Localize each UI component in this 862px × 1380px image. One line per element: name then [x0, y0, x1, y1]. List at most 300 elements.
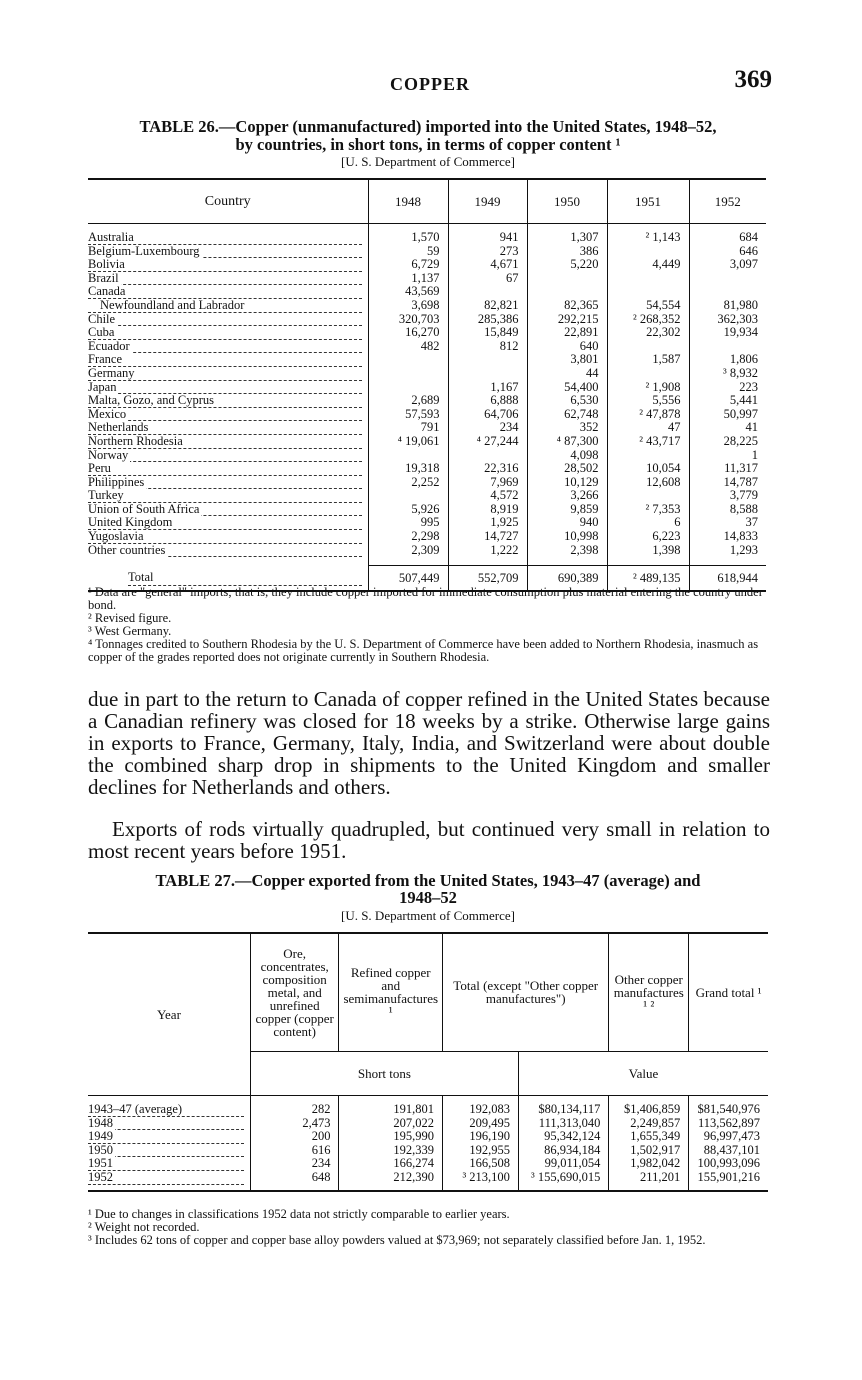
- value-cell: 6,530: [527, 394, 607, 408]
- value-cell: 4,098: [527, 449, 607, 463]
- country-name: Union of South Africa: [88, 502, 200, 516]
- value-cell: 192,083: [443, 1103, 519, 1117]
- table-row: [88, 299, 766, 313]
- value-cell: 812: [448, 340, 527, 354]
- country-name: Japan: [88, 380, 117, 394]
- country-name: Newfoundland and Labrador: [100, 298, 245, 312]
- country-leader: [88, 313, 362, 327]
- value-cell: [607, 285, 689, 299]
- body-paragraph-1: due in part to the return to Canada of copper refined in the United States because a Canadian refinery was closed for 18 weeks by a strike. Otherwise large gains in exports to France, Germany, Italy, India, and Switzerland were about double the combined sharp drop in shipments to the United Kingdom and smaller declines for Netherlands and others.: [88, 687, 770, 799]
- country-cell: [88, 516, 368, 530]
- country-cell: [88, 544, 368, 558]
- country-name: Cuba: [88, 326, 115, 340]
- value-cell: 1,655,349: [609, 1130, 689, 1144]
- value-cell: 940: [527, 516, 607, 530]
- table26-title-line1: TABLE 26.—Copper (unmanufactured) imported into the United States, 1948–52,: [139, 117, 717, 136]
- value-cell: 59: [368, 245, 448, 259]
- country-name: Norway: [88, 448, 129, 462]
- total-value-cell: 690,389: [527, 565, 607, 591]
- table27-title-line1: TABLE 27.—Copper exported from the United States, 1943–47 (average) and: [155, 871, 701, 890]
- table-row: [88, 258, 766, 272]
- value-cell: 684: [689, 231, 766, 245]
- value-cell: 191,801: [339, 1103, 443, 1117]
- table-row: [88, 1144, 768, 1158]
- country-name: Philippines: [88, 475, 145, 489]
- value-cell: 100,993,096: [689, 1157, 768, 1171]
- value-cell: 67: [448, 272, 527, 286]
- value-cell: ² 268,352: [607, 313, 689, 327]
- year-leader: [88, 1117, 244, 1131]
- table-row: [88, 421, 766, 435]
- unit-short-tons: Short tons: [250, 1051, 518, 1095]
- value-cell: 5,220: [527, 258, 607, 272]
- value-cell: 640: [527, 340, 607, 354]
- value-cell: 2,309: [368, 544, 448, 558]
- country-cell: [88, 245, 368, 259]
- value-cell: 3,801: [527, 353, 607, 367]
- country-name: Germany: [88, 366, 135, 380]
- country-leader: [88, 476, 362, 490]
- table26-title-line2: by countries, in short tons, in terms of copper content ¹: [235, 135, 621, 154]
- country-cell: [88, 394, 368, 408]
- total-value-cell: 507,449: [368, 565, 448, 591]
- col-header-country: Country: [204, 193, 251, 209]
- value-cell: ² 1,143: [607, 231, 689, 245]
- value-cell: 2,689: [368, 394, 448, 408]
- value-cell: 207,022: [339, 1117, 443, 1131]
- value-cell: 166,274: [339, 1157, 443, 1171]
- value-cell: 28,502: [527, 462, 607, 476]
- total-value-cell: ² 489,135: [607, 565, 689, 591]
- value-cell: 5,926: [368, 503, 448, 517]
- total-leader: [128, 570, 362, 586]
- table-row: [88, 231, 766, 245]
- table-row: [88, 326, 766, 340]
- value-cell: 2,398: [527, 544, 607, 558]
- year-leader: [88, 1171, 244, 1185]
- running-title: COPPER: [390, 74, 470, 94]
- footnote: ² Weight not recorded.: [88, 1220, 200, 1234]
- year-leader: [88, 1103, 244, 1117]
- value-cell: 3,097: [689, 258, 766, 272]
- value-cell: 386: [527, 245, 607, 259]
- value-cell: $80,134,117: [518, 1103, 608, 1117]
- year-label: 1952: [88, 1170, 113, 1184]
- country-cell: [88, 489, 368, 503]
- footnote: ³ West Germany.: [88, 624, 172, 638]
- country-leader: [88, 299, 362, 313]
- table26-spacer-row: [88, 557, 766, 565]
- value-cell: ² 1,908: [607, 381, 689, 395]
- table-row: [88, 462, 766, 476]
- value-cell: [368, 353, 448, 367]
- table-row: [88, 367, 766, 381]
- country-leader: [88, 272, 362, 286]
- value-cell: 223: [689, 381, 766, 395]
- col-header-grand-total: Grand total ¹: [689, 933, 768, 1051]
- country-leader: [88, 530, 362, 544]
- footnote: ³ Includes 62 tons of copper and copper base alloy powders valued at $73,969; not separately classified before Jan. 1, 1952.: [88, 1233, 706, 1247]
- value-cell: ² 47,878: [607, 408, 689, 422]
- value-cell: 1,570: [368, 231, 448, 245]
- country-leader: [88, 245, 362, 259]
- value-cell: 19,934: [689, 326, 766, 340]
- col-header-year: Year: [156, 1006, 181, 1022]
- table-row: [88, 381, 766, 395]
- value-cell: 273: [448, 245, 527, 259]
- value-cell: 234: [250, 1157, 339, 1171]
- value-cell: 15,849: [448, 326, 527, 340]
- country-leader: [88, 435, 362, 449]
- value-cell: 86,934,184: [518, 1144, 608, 1158]
- value-cell: 646: [689, 245, 766, 259]
- value-cell: 234: [448, 421, 527, 435]
- year-cell: [88, 1157, 250, 1171]
- value-cell: 19,318: [368, 462, 448, 476]
- country-cell: [88, 421, 368, 435]
- value-cell: 195,990: [339, 1130, 443, 1144]
- value-cell: 6,888: [448, 394, 527, 408]
- table27-footnotes: [88, 1208, 770, 1247]
- table-row: [88, 1157, 768, 1171]
- country-name: Netherlands: [88, 421, 149, 435]
- value-cell: 47: [607, 421, 689, 435]
- table-row: [88, 435, 766, 449]
- value-cell: 8,919: [448, 503, 527, 517]
- country-leader: [88, 353, 362, 367]
- year-cell: [88, 1130, 250, 1144]
- value-cell: 96,997,473: [689, 1130, 768, 1144]
- col-header-refined: Refined copper and semimanufactures ¹: [339, 933, 443, 1051]
- value-cell: 1,398: [607, 544, 689, 558]
- value-cell: 12,608: [607, 476, 689, 490]
- table-row: [88, 340, 766, 354]
- country-name: Northern Rhodesia: [88, 434, 183, 448]
- country-cell: [88, 530, 368, 544]
- value-cell: [607, 449, 689, 463]
- value-cell: [607, 245, 689, 259]
- table27-body: [88, 933, 768, 1191]
- value-cell: 50,997: [689, 408, 766, 422]
- country-name: Australia: [88, 231, 134, 244]
- country-cell: [88, 408, 368, 422]
- value-cell: 200: [250, 1130, 339, 1144]
- table-row: [88, 449, 766, 463]
- year-label: 1951: [88, 1157, 113, 1171]
- table26: [88, 178, 766, 592]
- value-cell: 82,365: [527, 299, 607, 313]
- value-cell: 192,339: [339, 1144, 443, 1158]
- country-cell: [88, 231, 368, 245]
- value-cell: 1,502,917: [609, 1144, 689, 1158]
- table-row: [88, 516, 766, 530]
- value-cell: 1,307: [527, 231, 607, 245]
- value-cell: 10,129: [527, 476, 607, 490]
- value-cell: 1,587: [607, 353, 689, 367]
- value-cell: 3,779: [689, 489, 766, 503]
- year-label: 1950: [88, 1143, 113, 1157]
- table-row: [88, 285, 766, 299]
- value-cell: [448, 353, 527, 367]
- country-name: Other countries: [88, 543, 166, 557]
- value-cell: 54,400: [527, 381, 607, 395]
- value-cell: 196,190: [443, 1130, 519, 1144]
- country-leader: [88, 326, 362, 340]
- country-name: Peru: [88, 462, 111, 476]
- value-cell: 64,706: [448, 408, 527, 422]
- value-cell: [448, 285, 527, 299]
- country-cell: [88, 367, 368, 381]
- year-label: 1943–47 (average): [88, 1103, 183, 1116]
- table27-spacer-row: [88, 1185, 768, 1191]
- value-cell: 2,298: [368, 530, 448, 544]
- value-cell: 11,317: [689, 462, 766, 476]
- value-cell: 1,806: [689, 353, 766, 367]
- total-value-cell: 552,709: [448, 565, 527, 591]
- year-label: 1949: [88, 1130, 113, 1144]
- country-cell: [88, 476, 368, 490]
- table-row: [88, 544, 766, 558]
- country-leader: [88, 258, 362, 272]
- country-name: Yugoslavia: [88, 530, 144, 544]
- value-cell: 2,249,857: [609, 1117, 689, 1131]
- col-header-1950: 1950: [527, 179, 607, 223]
- value-cell: 7,969: [448, 476, 527, 490]
- value-cell: 9,859: [527, 503, 607, 517]
- table-row: [88, 1103, 768, 1117]
- value-cell: [607, 272, 689, 286]
- col-header-1949: 1949: [448, 179, 527, 223]
- table-row: [88, 313, 766, 327]
- value-cell: 37: [689, 516, 766, 530]
- table-row: [88, 1117, 768, 1131]
- table-row: [88, 1171, 768, 1185]
- table26-body: [88, 223, 766, 591]
- value-cell: ⁴ 27,244: [448, 435, 527, 449]
- value-cell: [448, 449, 527, 463]
- country-cell: [88, 326, 368, 340]
- table27: [88, 932, 768, 1192]
- value-cell: 54,554: [607, 299, 689, 313]
- country-name: Mexico: [88, 407, 127, 421]
- footnote: ⁴ Tonnages credited to Southern Rhodesia by the U. S. Department of Commerce have been added to Northern Rhodesia, inasmuch as copper of the grades reported does not originate currently in Southern Rhodesia.: [88, 637, 759, 664]
- value-cell: ³ 213,100: [443, 1171, 519, 1185]
- value-cell: 6: [607, 516, 689, 530]
- value-cell: [368, 381, 448, 395]
- value-cell: 212,390: [339, 1171, 443, 1185]
- col-header-1951: 1951: [607, 179, 689, 223]
- value-cell: 1,222: [448, 544, 527, 558]
- country-name: Canada: [88, 285, 126, 299]
- value-cell: 99,011,054: [518, 1157, 608, 1171]
- value-cell: 6,729: [368, 258, 448, 272]
- value-cell: 192,955: [443, 1144, 519, 1158]
- value-cell: 282: [250, 1103, 339, 1117]
- value-cell: 648: [250, 1171, 339, 1185]
- year-label: 1948: [88, 1116, 113, 1130]
- country-leader: [88, 462, 362, 476]
- country-leader: [88, 449, 362, 463]
- table26-header-row: [88, 179, 766, 223]
- country-cell: [88, 503, 368, 517]
- value-cell: 941: [448, 231, 527, 245]
- value-cell: 1,167: [448, 381, 527, 395]
- country-leader: [88, 231, 362, 245]
- value-cell: ² 43,717: [607, 435, 689, 449]
- value-cell: 16,270: [368, 326, 448, 340]
- page-number: 369: [734, 66, 772, 93]
- country-name: Ecuador: [88, 339, 130, 353]
- country-leader: [88, 285, 362, 299]
- country-leader: [88, 394, 362, 408]
- value-cell: 995: [368, 516, 448, 530]
- value-cell: 111,313,040: [518, 1117, 608, 1131]
- table-row: [88, 530, 766, 544]
- year-leader: [88, 1157, 244, 1171]
- table-row: [88, 1130, 768, 1144]
- country-cell: [88, 313, 368, 327]
- value-cell: [448, 367, 527, 381]
- value-cell: [368, 367, 448, 381]
- value-cell: 791: [368, 421, 448, 435]
- value-cell: [368, 489, 448, 503]
- value-cell: [607, 340, 689, 354]
- value-cell: 81,980: [689, 299, 766, 313]
- value-cell: 82,821: [448, 299, 527, 313]
- value-cell: 320,703: [368, 313, 448, 327]
- country-leader: [88, 340, 362, 354]
- value-cell: 285,386: [448, 313, 527, 327]
- country-name: Chile: [88, 312, 116, 326]
- country-cell: [88, 272, 368, 286]
- value-cell: [368, 449, 448, 463]
- table-row: [88, 503, 766, 517]
- value-cell: [689, 285, 766, 299]
- value-cell: 1,137: [368, 272, 448, 286]
- year-leader: [88, 1130, 244, 1144]
- country-leader: [88, 544, 362, 558]
- value-cell: 155,901,216: [689, 1171, 768, 1185]
- value-cell: 1,925: [448, 516, 527, 530]
- value-cell: [527, 272, 607, 286]
- country-cell: [88, 258, 368, 272]
- value-cell: 616: [250, 1144, 339, 1158]
- table-row: [88, 353, 766, 367]
- table26-source: [U. S. Department of Commerce]: [340, 154, 515, 169]
- value-cell: [689, 272, 766, 286]
- value-cell: 211,201: [609, 1171, 689, 1185]
- table26-footnotes: [88, 586, 770, 664]
- table27-header-row: [88, 933, 768, 1051]
- country-cell: [88, 435, 368, 449]
- value-cell: $1,406,859: [609, 1103, 689, 1117]
- country-name: United Kingdom: [88, 516, 173, 530]
- value-cell: 8,588: [689, 503, 766, 517]
- country-leader: [88, 503, 362, 517]
- value-cell: 28,225: [689, 435, 766, 449]
- country-name: France: [88, 353, 123, 367]
- value-cell: ² 7,353: [607, 503, 689, 517]
- year-cell: [88, 1171, 250, 1185]
- value-cell: 166,508: [443, 1157, 519, 1171]
- total-value-cell: 618,944: [689, 565, 766, 591]
- value-cell: ³ 155,690,015: [518, 1171, 608, 1185]
- country-name: Turkey: [88, 489, 124, 503]
- value-cell: 62,748: [527, 408, 607, 422]
- value-cell: 22,302: [607, 326, 689, 340]
- country-cell: [88, 462, 368, 476]
- value-cell: 1,293: [689, 544, 766, 558]
- year-cell: [88, 1144, 250, 1158]
- value-cell: [607, 489, 689, 503]
- value-cell: 14,727: [448, 530, 527, 544]
- country-cell: [88, 299, 368, 313]
- col-header-ore: Ore, concentrates, composition metal, and unrefined copper (copper content): [250, 933, 339, 1051]
- value-cell: [527, 285, 607, 299]
- value-cell: 113,562,897: [689, 1117, 768, 1131]
- value-cell: 95,342,124: [518, 1130, 608, 1144]
- value-cell: 57,593: [368, 408, 448, 422]
- table-row: [88, 394, 766, 408]
- value-cell: 14,833: [689, 530, 766, 544]
- unit-value: Value: [518, 1051, 768, 1095]
- total-label: Total: [128, 569, 154, 584]
- value-cell: 2,473: [250, 1117, 339, 1131]
- value-cell: 43,569: [368, 285, 448, 299]
- value-cell: [689, 340, 766, 354]
- value-cell: 22,316: [448, 462, 527, 476]
- value-cell: 6,223: [607, 530, 689, 544]
- table27-title-line2: 1948–52: [399, 888, 457, 907]
- country-leader: [88, 421, 362, 435]
- country-leader: [88, 381, 362, 395]
- country-cell: [88, 340, 368, 354]
- footnote: ¹ Data are "general" imports; that is, they include copper imported for immediate consumption plus material entering the country under bond.: [88, 585, 763, 612]
- value-cell: 3,266: [527, 489, 607, 503]
- country-leader: [88, 367, 362, 381]
- country-cell: [88, 449, 368, 463]
- value-cell: 14,787: [689, 476, 766, 490]
- value-cell: 1,982,042: [609, 1157, 689, 1171]
- value-cell: 482: [368, 340, 448, 354]
- value-cell: 292,215: [527, 313, 607, 327]
- value-cell: 2,252: [368, 476, 448, 490]
- value-cell: 5,556: [607, 394, 689, 408]
- table27-source: [U. S. Department of Commerce]: [340, 908, 515, 923]
- country-cell: [88, 353, 368, 367]
- value-cell: 4,449: [607, 258, 689, 272]
- country-cell: [88, 285, 368, 299]
- value-cell: 4,671: [448, 258, 527, 272]
- value-cell: 10,054: [607, 462, 689, 476]
- value-cell: 41: [689, 421, 766, 435]
- col-header-total: Total (except "Other copper manufactures"): [443, 933, 609, 1051]
- value-cell: 4,572: [448, 489, 527, 503]
- value-cell: 22,891: [527, 326, 607, 340]
- running-header: [88, 66, 772, 96]
- country-cell: [88, 381, 368, 395]
- year-cell: [88, 1103, 250, 1117]
- year-cell: [88, 1117, 250, 1131]
- year-leader: [88, 1144, 244, 1158]
- value-cell: 10,998: [527, 530, 607, 544]
- table-row: [88, 489, 766, 503]
- value-cell: ³ 8,932: [689, 367, 766, 381]
- body-paragraph-2: Exports of rods virtually quadrupled, but continued very small in relation to most recent years before 1951.: [88, 817, 770, 863]
- country-name: Malta, Gozo, and Cyprus: [88, 394, 215, 408]
- value-cell: 362,303: [689, 313, 766, 327]
- footnote: ² Revised figure.: [88, 611, 172, 625]
